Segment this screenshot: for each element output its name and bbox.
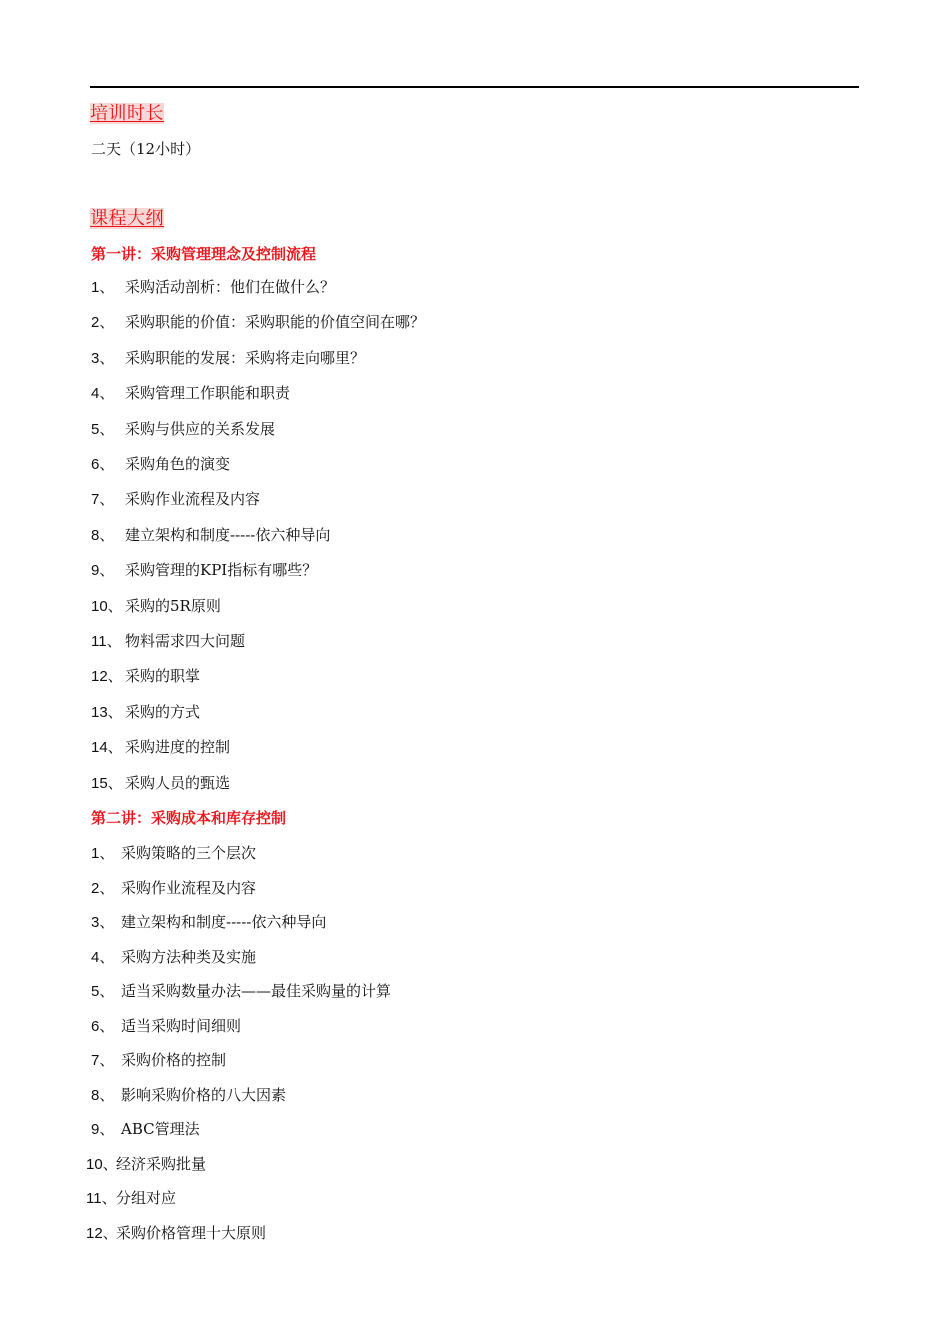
- item-number: 9、: [91, 562, 115, 580]
- item-text: 采购与供应的关系发展: [125, 419, 276, 438]
- list-item: [91, 702, 200, 723]
- list-item: [91, 454, 230, 475]
- list-item: [86, 1223, 266, 1244]
- item-number: 3、: [91, 349, 115, 367]
- item-number: 15、: [91, 774, 123, 792]
- list-item: [86, 1188, 176, 1209]
- item-text: 采购人员的甄选: [125, 773, 231, 792]
- item-text: 采购作业流程及内容: [121, 878, 257, 897]
- item-text: 经济采购批量: [116, 1154, 207, 1173]
- item-number: 8、: [91, 526, 115, 544]
- list-item: [91, 773, 230, 794]
- list-item: [91, 843, 256, 864]
- item-number: 5、: [91, 420, 115, 438]
- item-text: 采购价格的控制: [121, 1051, 227, 1069]
- item-number: 13、: [91, 703, 123, 721]
- list-item: [91, 912, 326, 933]
- item-text: 采购的方式: [125, 702, 201, 721]
- item-text: 采购的5R原则: [125, 596, 221, 615]
- item-text: 分组对应: [116, 1189, 177, 1207]
- header-rule: [90, 86, 859, 88]
- duration-heading: 培训时长: [90, 103, 164, 124]
- list-item: [91, 1085, 286, 1106]
- item-number: 2、: [91, 879, 115, 897]
- list-item: [91, 348, 365, 369]
- list-item: [91, 878, 256, 899]
- item-text: 采购策略的三个层次: [121, 844, 257, 862]
- item-number: 10、: [91, 597, 123, 615]
- item-number: 6、: [91, 456, 115, 473]
- item-number: 10、: [86, 1155, 118, 1173]
- list-item: [91, 312, 425, 333]
- item-number: 12、: [86, 1224, 118, 1242]
- item-number: 1、: [91, 279, 115, 296]
- list-item: [91, 489, 260, 510]
- item-text: 采购活动剖析：他们在做什么？: [125, 278, 336, 296]
- list-item: [86, 1154, 206, 1175]
- item-text: 采购角色的演变: [125, 455, 231, 473]
- item-text: 采购职能的发展：采购将走向哪里？: [125, 348, 366, 367]
- list-item: [91, 1119, 200, 1140]
- item-text: 建立架构和制度-----依六种导向: [121, 913, 327, 931]
- lecture1-title: 第一讲：采购管理理念及控制流程: [91, 245, 317, 263]
- item-number: 14、: [91, 739, 123, 757]
- outline-heading: 课程大纲: [90, 208, 164, 229]
- item-text: 采购进度的控制: [125, 738, 231, 757]
- item-text: 采购的职掌: [125, 667, 201, 686]
- item-number: 1、: [91, 845, 115, 862]
- list-item: [91, 666, 200, 687]
- list-item: [91, 981, 391, 1002]
- item-number: 4、: [91, 948, 115, 966]
- item-text: 建立架构和制度-----依六种导向: [125, 525, 331, 544]
- list-item: [91, 419, 275, 440]
- item-text: 物料需求四大问题: [125, 632, 246, 650]
- item-number: 9、: [91, 1121, 115, 1138]
- item-text: 采购价格管理十大原则: [116, 1223, 267, 1242]
- item-number: 12、: [91, 668, 123, 686]
- list-item: [91, 383, 290, 404]
- list-item: [91, 277, 335, 298]
- item-number: 11、: [91, 633, 122, 650]
- item-text: 影响采购价格的八大因素: [121, 1085, 287, 1104]
- item-text: ABC管理法: [121, 1120, 200, 1138]
- item-text: 采购方法种类及实施: [121, 947, 257, 966]
- list-item: [91, 947, 256, 968]
- item-number: 4、: [91, 385, 115, 403]
- list-item: [91, 737, 230, 758]
- item-number: 5、: [91, 983, 115, 1000]
- item-number: 2、: [91, 314, 115, 332]
- item-number: 3、: [91, 914, 115, 931]
- item-text: 采购管理的KPI指标有哪些？: [125, 561, 318, 580]
- list-item: [91, 631, 245, 652]
- duration-text: 二天（12小时）: [91, 140, 201, 158]
- item-number: 6、: [91, 1017, 115, 1035]
- item-text: 采购职能的价值：采购职能的价值空间在哪？: [125, 313, 426, 332]
- item-number: 11、: [86, 1190, 117, 1207]
- item-number: 8、: [91, 1086, 115, 1104]
- list-item: [91, 1050, 226, 1071]
- list-item: [91, 525, 330, 546]
- lecture2-title: 第二讲：采购成本和库存控制: [91, 809, 287, 827]
- item-text: 适当采购数量办法——最佳采购量的计算: [121, 982, 392, 1000]
- item-number: 7、: [91, 1052, 115, 1069]
- item-text: 适当采购时间细则: [121, 1016, 242, 1035]
- list-item: [91, 596, 221, 617]
- item-number: 7、: [91, 491, 115, 509]
- list-item: [91, 1016, 241, 1037]
- item-text: 采购管理工作职能和职责: [125, 384, 291, 403]
- item-text: 采购作业流程及内容: [125, 490, 261, 509]
- list-item: [91, 560, 317, 581]
